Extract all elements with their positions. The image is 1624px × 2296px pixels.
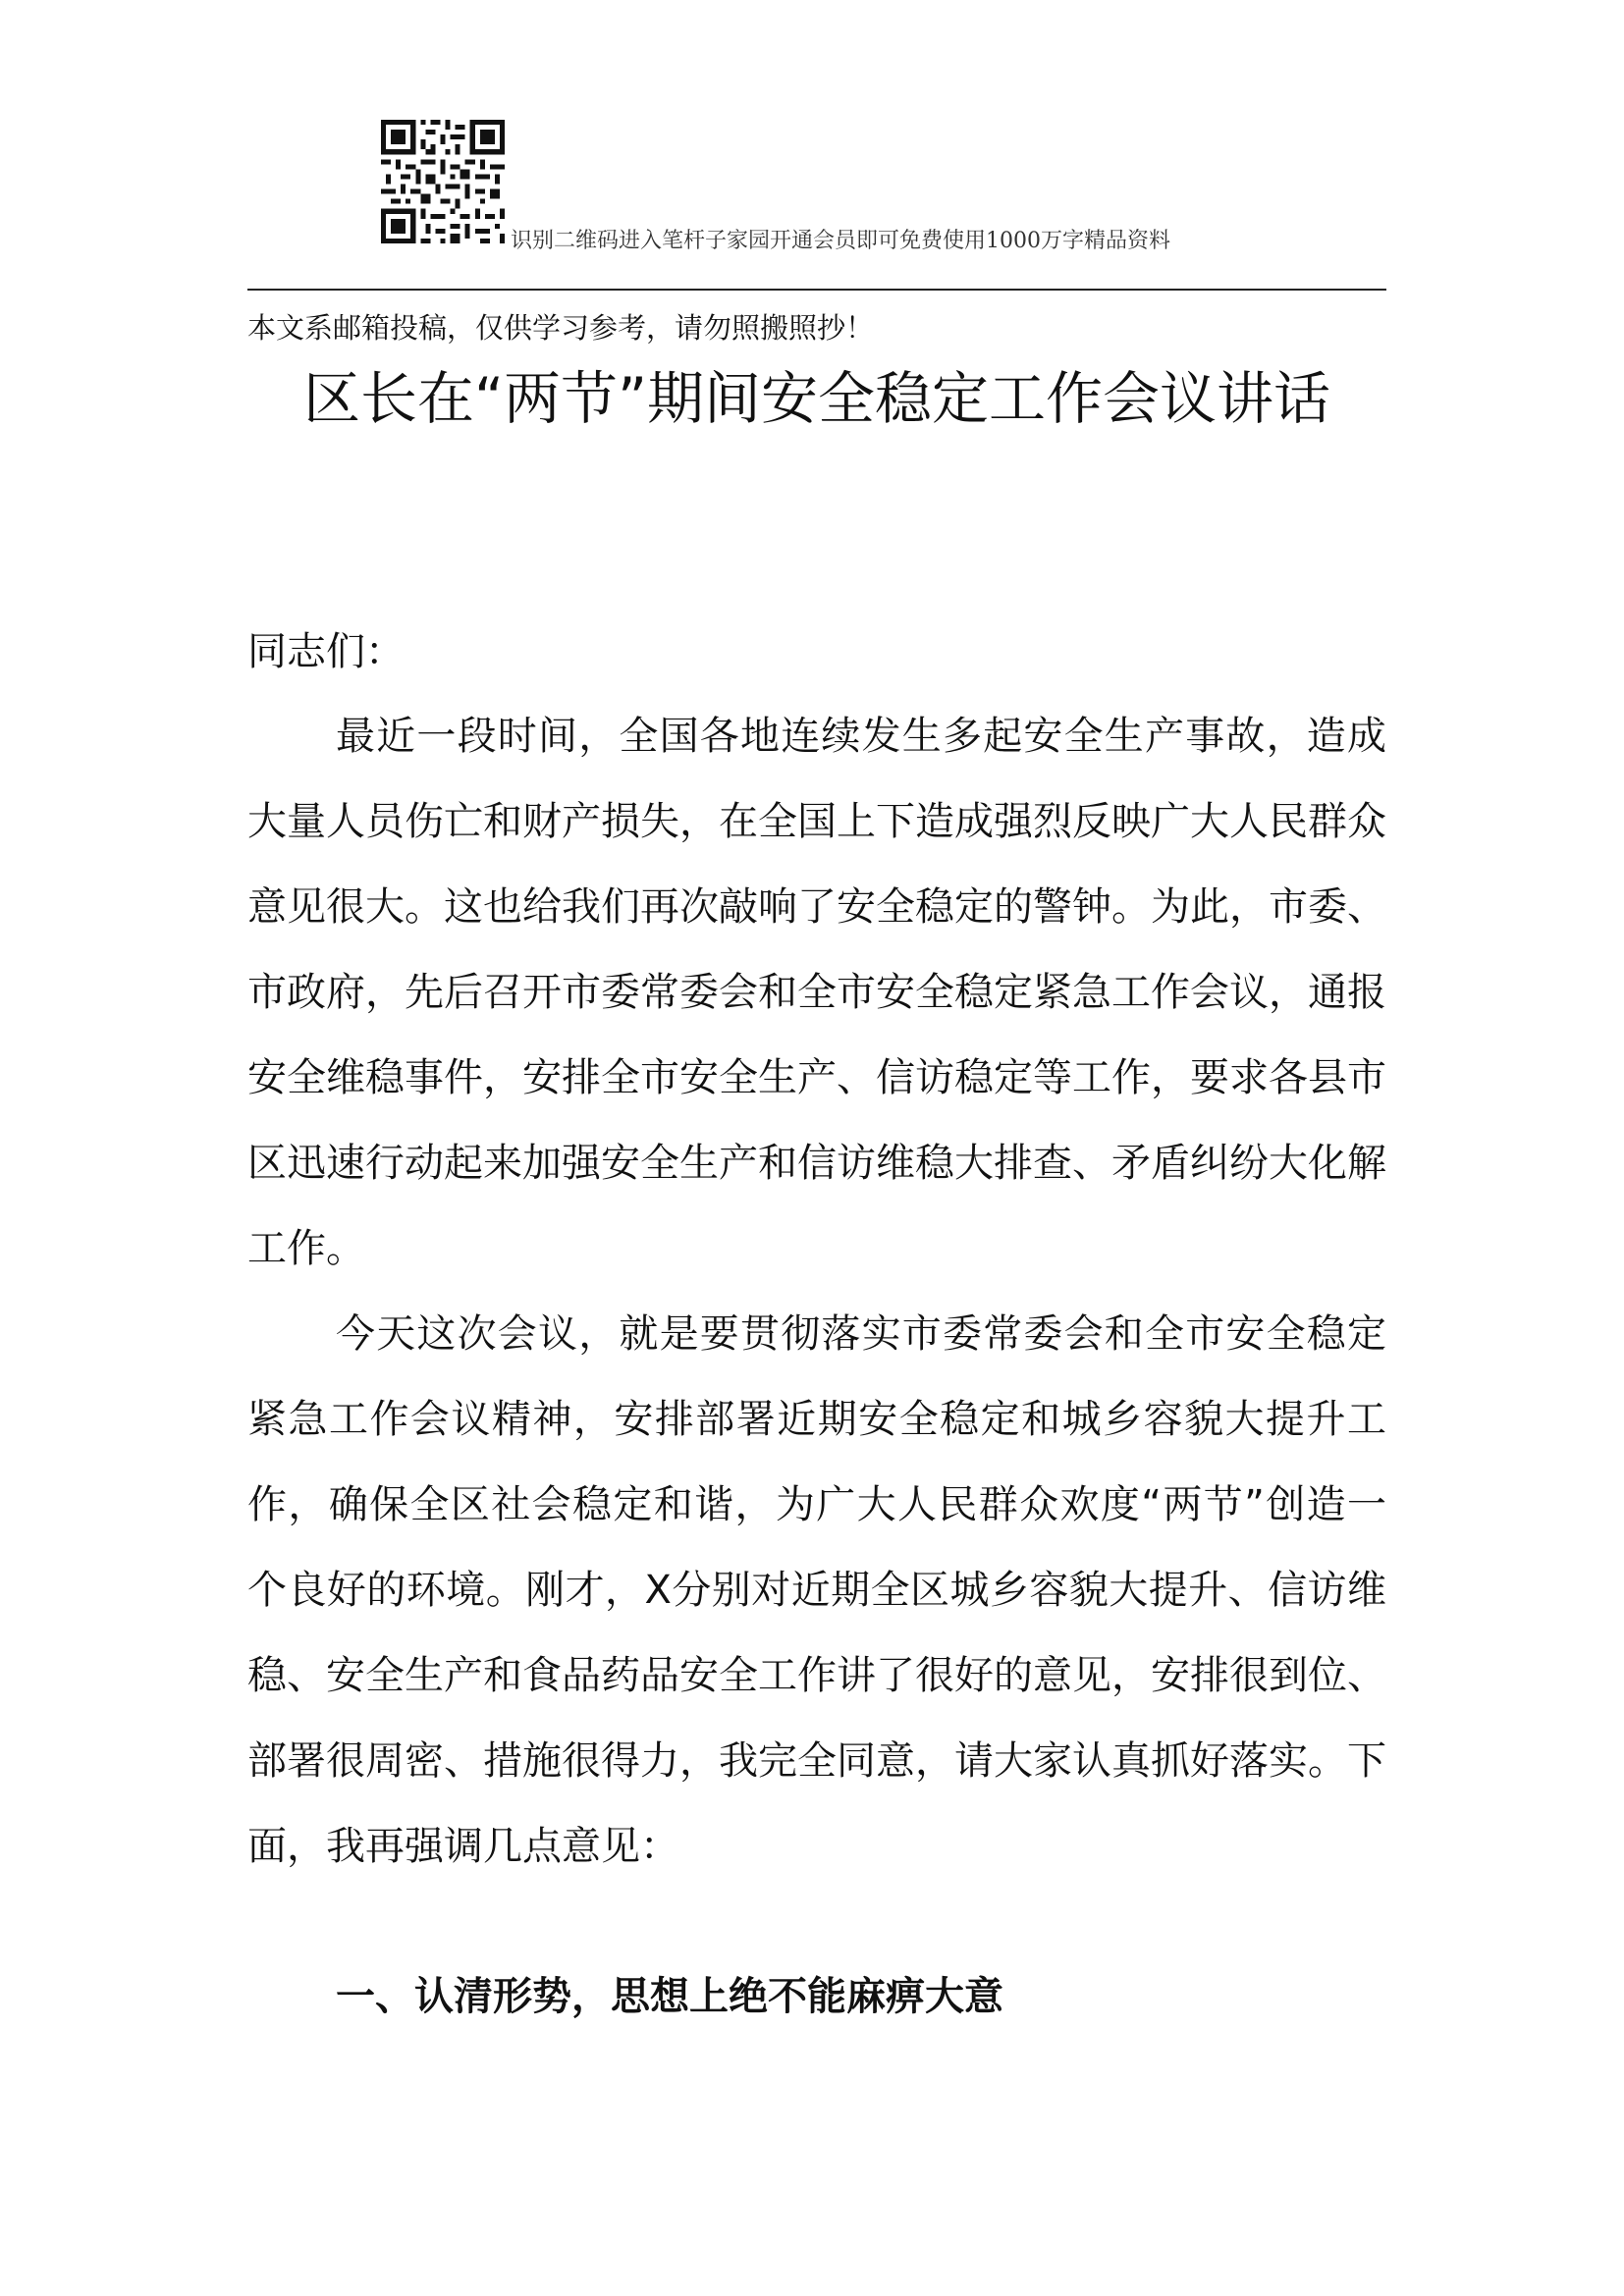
body-paragraph: 今天这次会议，就是要贯彻落实市委常委会和全市安全稳定紧急工作会议精神，安排部署近期安全稳定和城乡容貌大提升工作，确保全区社会稳定和谐，为广大人民群众欢度“两节”创造一个良好的环境。刚才，X分别对近期全区城乡容貌大提升、信访维稳、安全生产和食品药品安全工作讲了很好的意见，安排很到位、部署很周密、措施很得力，我完全同意，请大家认真抓好落实。下面，我再强调几点意见： xyxy=(247,1311,1386,1869)
body-paragraph: 最近一段时间，全国各地连续发生多起安全生产事故，造成大量人员伤亡和财产损失，在全国上下造成强烈反映广大人民群众意见很大。这也给我们再次敲响了安全稳定的警钟。为此，市委、市政府，先后召开市委常委会和全市安全稳定紧急工作会议，通报安全维稳事件，安排全市安全生产、信访稳定等工作，要求各县市区迅速行动起来加强安全生产和信访维稳大排查、矛盾纠纷大化解工作。 xyxy=(247,714,1386,1271)
document-title: 区长在“两节”期间安全稳定工作会议讲话 xyxy=(302,365,1331,432)
salutation: 同志们： xyxy=(247,629,405,674)
section-heading: 一、认清形势，思想上绝不能麻痹大意 xyxy=(336,1974,1003,2019)
qr-code-icon xyxy=(379,120,507,243)
submission-notice: 本文系邮箱投稿，仅供学习参考，请勿照搬照抄！ xyxy=(247,311,875,345)
qr-caption: 识别二维码进入笔杆子家园开通会员即可免费使用1000万字精品资料 xyxy=(511,229,1170,253)
header-divider xyxy=(247,289,1386,291)
